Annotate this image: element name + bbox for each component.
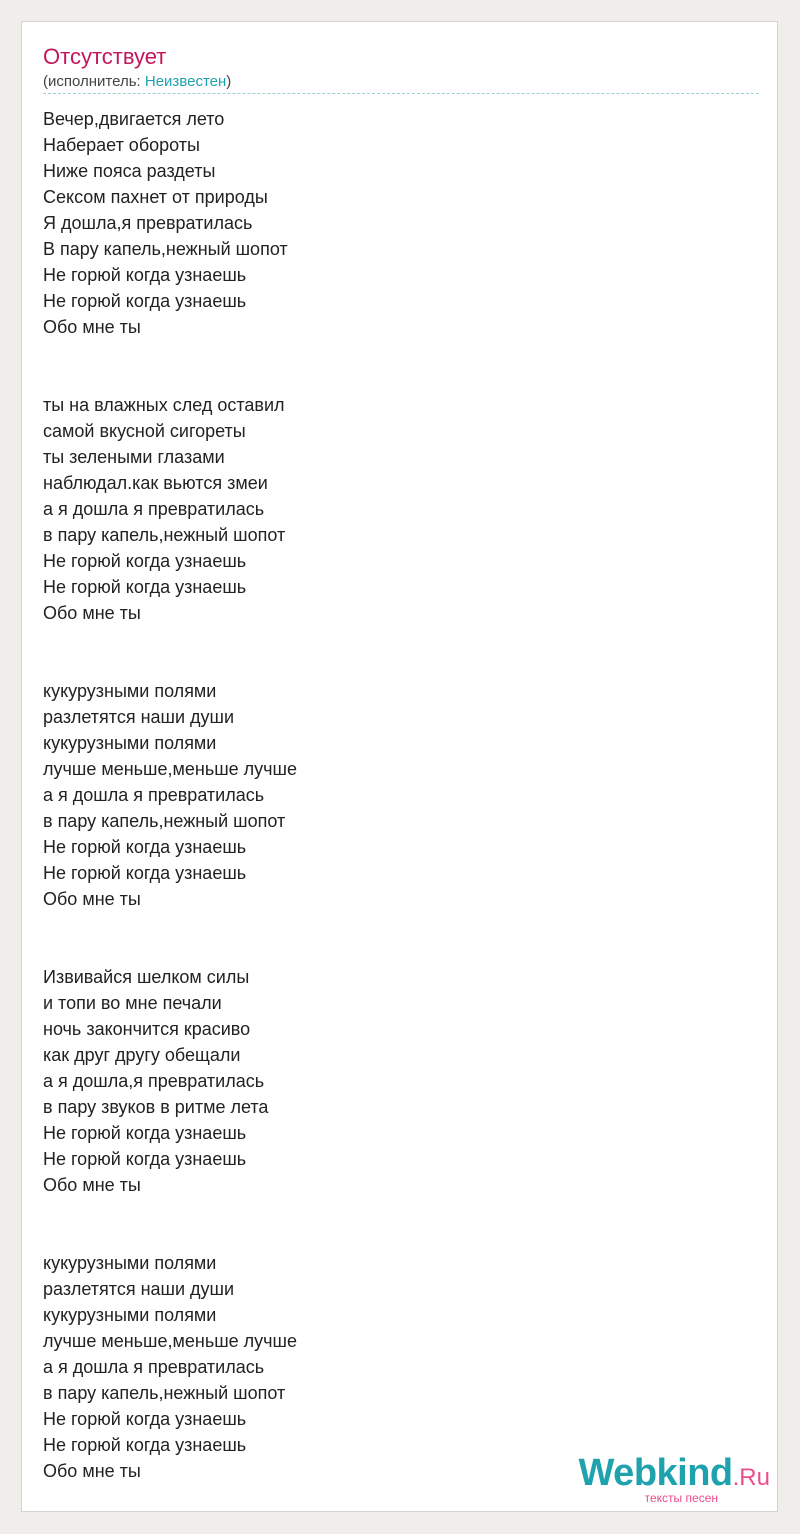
title-divider bbox=[43, 93, 759, 94]
lyric-line: Обо мне ты bbox=[43, 603, 141, 623]
logo-tld: .Ru bbox=[732, 1464, 770, 1491]
logo-brand: Webkind bbox=[578, 1452, 733, 1494]
lyric-line: Не горюй когда узнаешь bbox=[43, 863, 247, 883]
lyric-line: разлетятся наши души bbox=[43, 1279, 235, 1299]
stanza bbox=[43, 1250, 743, 1484]
lyric-line: ты на влажных след оставил bbox=[43, 395, 285, 415]
lyric-line: а я дошла я превратилась bbox=[43, 499, 265, 519]
lyric-line: Не горюй когда узнаешь bbox=[43, 837, 247, 857]
song-title: Отсутствует bbox=[43, 44, 167, 69]
performer-suffix: ) bbox=[226, 73, 232, 90]
lyric-line: Не горюй когда узнаешь bbox=[43, 1149, 247, 1169]
lyric-line: Обо мне ты bbox=[43, 317, 141, 337]
lyric-line: и топи во мне печали bbox=[43, 993, 222, 1013]
lyric-line: в пару капель,нежный шопот bbox=[43, 525, 286, 545]
logo-tagline: тексты песен bbox=[644, 1491, 718, 1505]
lyric-line: Не горюй когда узнаешь bbox=[43, 265, 247, 285]
lyric-line: а я дошла я превратилась bbox=[43, 785, 265, 805]
lyric-line: а я дошла,я превратилась bbox=[43, 1071, 265, 1091]
lyric-line: Не горюй когда узнаешь bbox=[43, 1409, 247, 1429]
stanza bbox=[43, 106, 743, 340]
stanza bbox=[43, 392, 743, 626]
lyric-line: Обо мне ты bbox=[43, 889, 141, 909]
lyric-line: в пару капель,нежный шопот bbox=[43, 811, 286, 831]
lyric-line: Извивайся шелком силы bbox=[43, 967, 250, 987]
lyric-line: Я дошла,я превратилась bbox=[43, 213, 253, 233]
lyric-line: Не горюй когда узнаешь bbox=[43, 577, 247, 597]
lyric-line: Не горюй когда узнаешь bbox=[43, 1435, 247, 1455]
lyric-line: как друг другу обещали bbox=[43, 1045, 241, 1065]
lyric-line: Обо мне ты bbox=[43, 1175, 141, 1195]
lyric-line: лучше меньше,меньше лучше bbox=[43, 759, 297, 779]
webkind-logo[interactable] bbox=[579, 1453, 771, 1504]
lyric-line: в пару звуков в ритме лета bbox=[43, 1097, 269, 1117]
lyric-line: самой вкусной сигореты bbox=[43, 421, 246, 441]
lyric-line: в пару капель,нежный шопот bbox=[43, 1383, 286, 1403]
lyric-line: ночь закончится красиво bbox=[43, 1019, 251, 1039]
performer-line bbox=[43, 73, 231, 91]
lyric-line: кукурузными полями bbox=[43, 681, 217, 701]
lyric-line: кукурузными полями bbox=[43, 733, 217, 753]
lyric-line: Вечер,двигается лето bbox=[43, 109, 225, 129]
performer-prefix: (исполнитель: bbox=[43, 73, 145, 90]
lyric-line: наблюдал.как вьются змеи bbox=[43, 473, 268, 493]
lyric-line: кукурузными полями bbox=[43, 1253, 217, 1273]
stanza bbox=[43, 678, 743, 912]
lyric-line: ты зелеными глазами bbox=[43, 447, 225, 467]
lyric-line: Сексом пахнет от природы bbox=[43, 187, 268, 207]
lyric-line: Ниже пояса раздеты bbox=[43, 161, 216, 181]
lyrics-card bbox=[21, 21, 778, 1512]
lyric-line: а я дошла я превратилась bbox=[43, 1357, 265, 1377]
lyrics-text bbox=[43, 106, 743, 1484]
lyric-line: В пару капель,нежный шопот bbox=[43, 239, 288, 259]
stanza bbox=[43, 964, 743, 1198]
lyric-line: кукурузными полями bbox=[43, 1305, 217, 1325]
lyric-line: Наберает обороты bbox=[43, 135, 200, 155]
lyric-line: Не горюй когда узнаешь bbox=[43, 291, 247, 311]
lyric-line: лучше меньше,меньше лучше bbox=[43, 1331, 297, 1351]
lyric-line: Не горюй когда узнаешь bbox=[43, 1123, 247, 1143]
performer-link[interactable]: Неизвестен bbox=[144, 73, 227, 90]
lyric-line: разлетятся наши души bbox=[43, 707, 235, 727]
lyric-line: Обо мне ты bbox=[43, 1461, 141, 1481]
lyric-line: Не горюй когда узнаешь bbox=[43, 551, 247, 571]
